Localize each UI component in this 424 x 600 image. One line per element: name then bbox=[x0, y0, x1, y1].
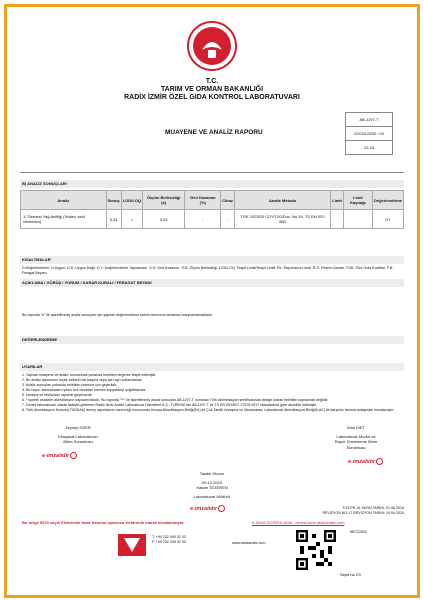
warning-item: 7. Deney laboratuvarı olarak faaliyet gösteren Radix İzmir Analiz Laboratuvar Hizmetleri A.Ş., TÜRKAK'tan AB-1197-T ile TS EN ISO/IEC 17025:2017 standardına göre akredite edilmiştir. bbox=[22, 403, 318, 407]
cell-lod: > bbox=[121, 210, 142, 229]
form-publish-date: F.03.PR.16 YAYIN TARİHİ: 01.06.2016 bbox=[342, 506, 404, 510]
section-warnings: UYARILAR bbox=[20, 363, 404, 371]
cell-geri: - bbox=[185, 210, 221, 229]
approval-date: 09.12.2024 bbox=[201, 479, 223, 485]
warnings-list bbox=[22, 373, 402, 413]
right-signer-role3: Sorumlusu bbox=[346, 444, 366, 450]
right-eimza-logo: e-imzalıdır bbox=[348, 458, 383, 465]
verify-link[interactable]: E-İMZA DOĞRULAMA : eimza-izmir.radixanaliz.com bbox=[252, 520, 345, 525]
accreditation-no: AB-1197-T bbox=[346, 113, 392, 127]
col-geri: Geri Kazanım (%) bbox=[185, 191, 221, 210]
right-signer-role2: Rapor Düzenleme Birim bbox=[334, 439, 378, 444]
col-cihaz: Cihaz bbox=[221, 191, 235, 210]
warning-item: 1. Yapılan muayene ve analiz sonucunda yukarıda belirtilen değerler tespit edilmiştir. bbox=[22, 373, 157, 377]
col-sonuc: Sonuç bbox=[106, 191, 121, 210]
table-row bbox=[21, 210, 404, 229]
warning-item: 4. Bu rapor, laboratuvarın yazılı izni olmadan kısmen kopyalanıp çoğaltılamaz. bbox=[22, 388, 147, 392]
section-results: B) ANALİZ SONUÇLARI bbox=[20, 180, 404, 188]
section-evaluation: DEĞERLENDİRME bbox=[20, 336, 404, 344]
website[interactable]: www.radixanaliz.com bbox=[232, 541, 266, 545]
left-signer-role2: Birim Sorumlusu bbox=[63, 439, 93, 444]
left-eimza-logo: e-imzalıdır bbox=[42, 452, 77, 459]
cell-metod: TGK 2023/20 COVT.20/Doc. No 34, TS EN ISO 660 bbox=[234, 210, 330, 229]
approver-name: Hakan TEZEREN bbox=[196, 485, 228, 490]
left-signer-role1: Kimyasal Laboratuvarı bbox=[58, 433, 98, 439]
form-info bbox=[318, 506, 404, 516]
abbrev-text: D:Değerlendirme. U:Uygun. U.D: Uygun Değil. D.Y: Değerlendirme Yapılamadı. G.K: Geri Kazanım. Ö.B: Ölçüm Belirsizliği. LOD/LOQ: Tespit Limiti/Tespit Limiti. RL: Raporlama Limiti. R.G: Resmi Gazete. TGK: Türk Gıda Kodeksi. F.B: Feragat Beyanı bbox=[22, 266, 394, 275]
contact-phones bbox=[152, 535, 186, 545]
report-reference-box bbox=[345, 112, 393, 155]
cell-limit bbox=[331, 210, 344, 229]
col-analiz: Analiz bbox=[21, 191, 107, 210]
approval-label: Tasdik Olunur bbox=[199, 471, 225, 476]
center-eimza-logo: e-imzalıdır bbox=[190, 505, 225, 512]
right-signer-name: İrfan ISET bbox=[346, 425, 365, 430]
col-olcum: Ölçüm Belirsizliği (±) bbox=[143, 191, 185, 210]
cell-cihaz: - bbox=[221, 210, 235, 229]
page-number: Sayfa No 2/3 bbox=[340, 573, 361, 577]
phone-number: T. +90 232 400 02 02 bbox=[152, 535, 186, 539]
cell-kaynak bbox=[343, 210, 372, 229]
fax-number: F. +90 232 435 02 03 bbox=[152, 540, 186, 544]
warning-item: 8. Türk Akreditasyon Kurumu(TÜRKAK) deney raporlarının tanınırlığı konusunda Avrupa Akreditasyon Birliği(EA) ile Çok Taraflı Anlaşma ve Uluslararası Laboratuvar Akreditasyon Birliği(ILAC) ile karşılıklı tanıma anlaşması imzalamıştır. bbox=[22, 408, 395, 412]
radix-logo bbox=[118, 534, 146, 556]
section-explanation: AÇIKLAMA / GÖRÜŞ / YORUM / KARAR KURALI / FERAGAT BEYANI bbox=[20, 279, 404, 287]
left-signer-name: Zeynep ÖZER bbox=[65, 425, 91, 430]
warning-item: 6. * işaretli analizler akreditasyon kapsamındadır. Bu raporda "**" ile işaretlenmiş analiz sonuçları AB-1197-T numaralı Türk Akreditasyon sertifikasında detaylı olarak belirtilen kapsamda değildir. bbox=[22, 398, 329, 402]
ministry-logo bbox=[186, 20, 238, 72]
center-signature bbox=[162, 471, 262, 499]
report-month: 12-24 bbox=[363, 145, 375, 150]
right-signer-role1: Laboratuvar Mudur ve bbox=[336, 433, 376, 439]
report-title: MUAYENE VE ANALİZ RAPORU bbox=[165, 129, 263, 136]
warning-item: 5. İmzasız ve mühürsüz raporlar geçersizdir. bbox=[22, 393, 93, 397]
col-metod: Analiz Metodu bbox=[234, 191, 330, 210]
warning-item: 2. Bu analiz raporunun hiçbir bölümü tek başına veya ayrı ayrı kullanılamaz. bbox=[22, 378, 143, 382]
cell-analiz: 1-"Serbest Yağ Asitliği (%oleic acid cinsinden) bbox=[21, 210, 107, 229]
header-line1: T.C. bbox=[205, 78, 219, 85]
cell-olcum: 0,02 bbox=[143, 210, 185, 229]
cell-deger: DY bbox=[372, 210, 403, 229]
col-limit: Limit bbox=[331, 191, 344, 210]
approver-role: Laboratuvar Müdürü bbox=[193, 493, 231, 499]
form-revision: REVİZYON NO:17 REVİZYON TARİHİ: 19.04.2024 bbox=[322, 511, 404, 515]
report-no: G2024-0932 / 00 bbox=[346, 127, 392, 141]
explanation-text: Bu raporda "#" ile işaretlenmiş analiz sonuçları için yapılan değerlendirme kalıntı tanımının tamamını karşılamamaktadır. bbox=[22, 313, 213, 317]
verify-code: 8EC22631 bbox=[350, 530, 367, 534]
qr-code bbox=[296, 530, 336, 570]
right-signature bbox=[306, 425, 406, 450]
col-kaynak: Limit Kaynağı bbox=[343, 191, 372, 210]
col-lod: LOD/LOQ bbox=[121, 191, 142, 210]
section-abbrev: KISALTMALAR bbox=[20, 256, 404, 264]
col-deger: Değerlendirme bbox=[372, 191, 403, 210]
results-table bbox=[20, 190, 404, 229]
left-signature bbox=[28, 425, 128, 445]
e-signature-legal: Bu belge 5070 sayılı Elektronik İmza Kanunu uyarınca elektronik olarak imzalanmıştır. bbox=[22, 520, 185, 525]
warning-item: 3. Analiz sonuçları yukarıda belirtilen numune için geçerlidir. bbox=[22, 383, 118, 387]
cell-sonuc: 0,31 bbox=[106, 210, 121, 229]
header-lab: RADİX İZMİR ÖZEL GIDA KONTROL LABORATUVARI bbox=[124, 94, 300, 101]
header-ministry: TARIM VE ORMAN BAKANLIĞI bbox=[160, 86, 264, 93]
divider bbox=[20, 172, 404, 173]
